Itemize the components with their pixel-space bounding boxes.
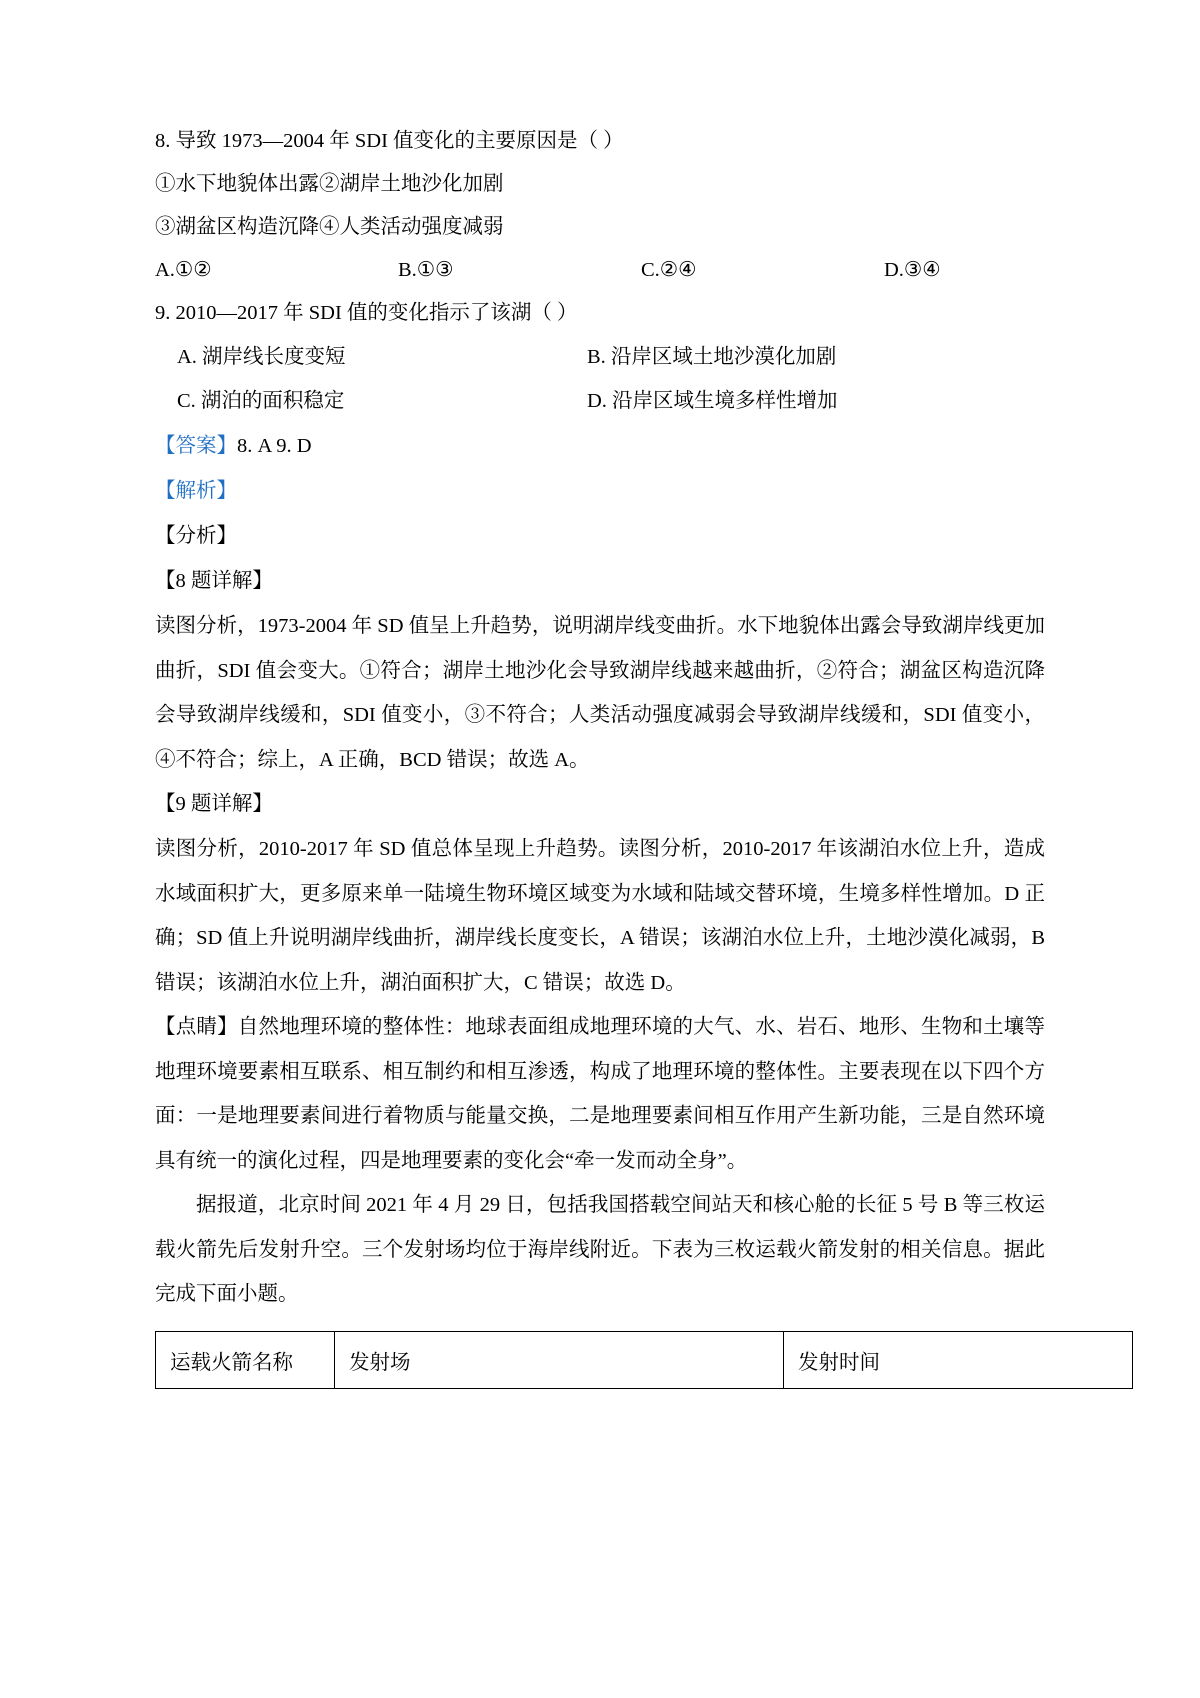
table-header-rocket-name: 运载火箭名称	[156, 1331, 335, 1388]
answer-label: 【答案】	[155, 435, 237, 457]
analysis-label: 【解析】	[155, 480, 237, 502]
question-8-option-c: C.②④	[641, 259, 697, 281]
question-8-option-d: D.③④	[884, 259, 941, 281]
table-row	[156, 1331, 1133, 1388]
detail-8-text: 读图分析，1973-2004 年 SD 值呈上升趋势，说明湖岸线变曲折。水下地貌体出露会导致湖岸线更加曲折，SDI 值会变大。①符合；湖岸土地沙化会导致湖岸线越来越曲折，②符合；湖盆区构造沉降会导致湖岸线缓和，SDI 值变小，③不符合；人类活动强度减弱会导致湖岸线缓和，SDI 值变小，④不符合；综上，A 正确，BCD 错误；故选 A。	[155, 615, 1045, 771]
detail-9-label: 【9 题详解】	[155, 793, 273, 815]
question-9-option-b: B. 沿岸区域土地沙漠化加剧	[587, 346, 837, 368]
answer-text: 8. A 9. D	[237, 435, 312, 457]
dianjing-text: 【点睛】自然地理环境的整体性：地球表面组成地理环境的大气、水、岩石、地形、生物和土壤等地理环境要素相互联系、相互制约和相互渗透，构成了地理环境的整体性。主要表现在以下四个方面：一是地理要素间进行着物质与能量交换，二是地理要素间相互作用产生新功能，三是自然环境具有统一的演化过程，四是地理要素的变化会“牵一发而动全身”。	[155, 1016, 1045, 1172]
question-9-stem: 9. 2010—2017 年 SDI 值的变化指示了该湖（ ）	[155, 302, 578, 324]
fenxi-label: 【分析】	[155, 525, 237, 547]
question-9-option-a: A. 湖岸线长度变短	[177, 346, 346, 368]
question-9-option-c: C. 湖泊的面积稳定	[177, 390, 345, 412]
question-8-options	[155, 249, 1045, 292]
table-header-launch-site: 发射场	[335, 1331, 784, 1388]
answer-line	[155, 423, 1045, 469]
table-header-launch-time: 发射时间	[784, 1331, 1133, 1388]
rocket-info-table	[155, 1331, 1133, 1389]
question-8-sub-line-1: ①水下地貌体出露②湖岸土地沙化加剧	[155, 173, 504, 195]
detail-8-label: 【8 题详解】	[155, 570, 273, 592]
question-9-option-d: D. 沿岸区域生境多样性增加	[587, 390, 838, 412]
question-9-options-row-2	[155, 379, 1045, 423]
question-9-options-row-1	[155, 335, 1045, 379]
detail-9-text: 读图分析，2010-2017 年 SD 值总体呈现上升趋势。读图分析，2010-2017 年该湖泊水位上升，造成水域面积扩大，更多原来单一陆境生物环境区域变为水域和陆域交替环境，生境多样性增加。D 正确；SD 值上升说明湖岸线曲折，湖岸线长度变长，A 错误；该湖泊水位上升，土地沙漠化减弱，B 错误；该湖泊水位上升，湖泊面积扩大，C 错误；故选 D。	[155, 838, 1045, 994]
question-8-sub-line-2: ③湖盆区构造沉降④人类活动强度减弱	[155, 216, 504, 238]
question-8-option-b: B.①③	[398, 259, 454, 281]
question-8-option-a: A.①②	[155, 259, 212, 281]
question-8-stem: 8. 导致 1973—2004 年 SDI 值变化的主要原因是（ ）	[155, 130, 624, 152]
material-text: 据报道，北京时间 2021 年 4 月 29 日，包括我国搭载空间站天和核心舱的长征 5 号 B 等三枚运载火箭先后发射升空。三个发射场均位于海岸线附近。下表为三枚运载火箭发射的相关信息。据此完成下面小题。	[155, 1194, 1045, 1305]
